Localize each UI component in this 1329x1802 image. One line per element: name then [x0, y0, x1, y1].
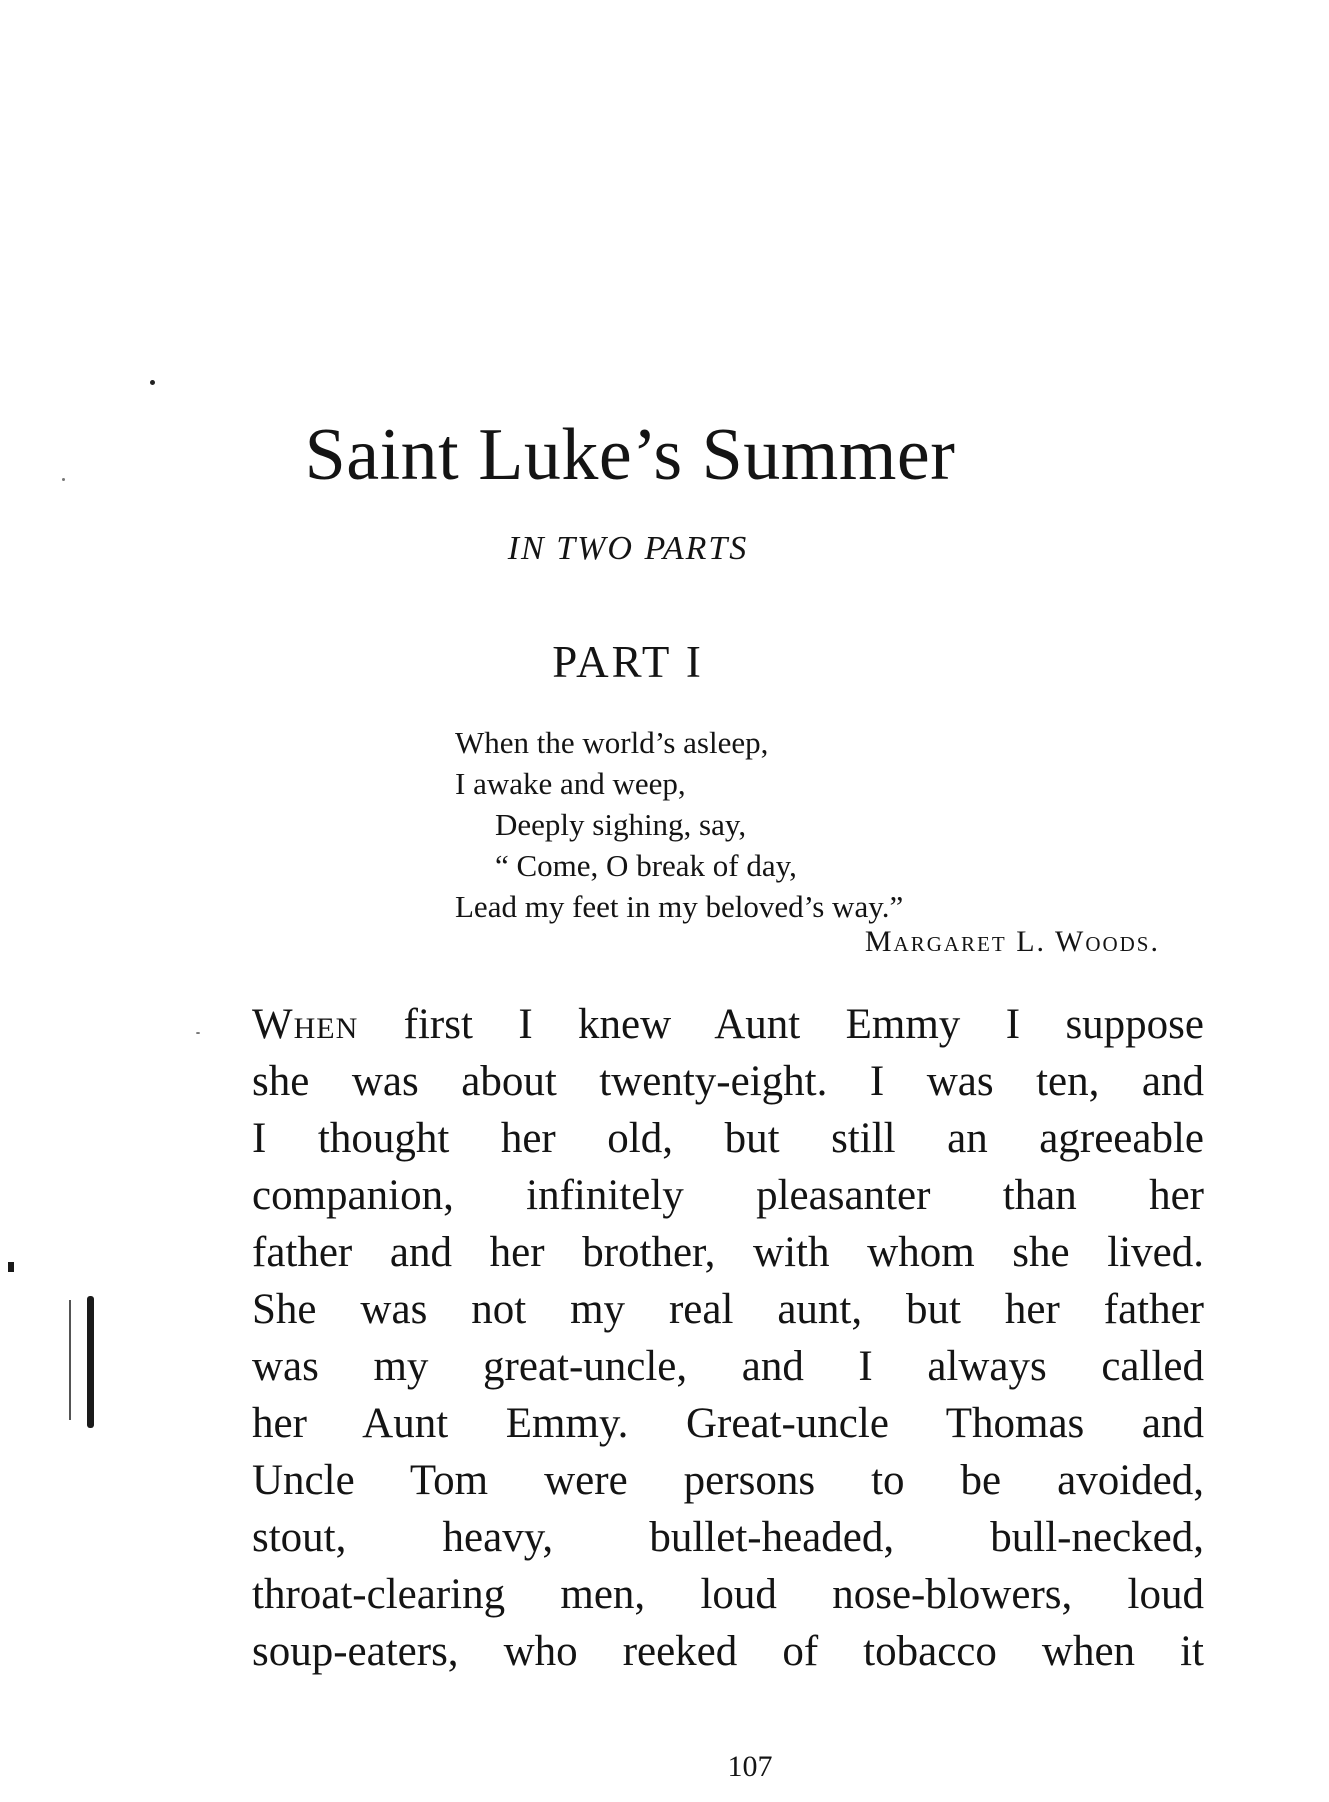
part-heading: PART I [552, 637, 704, 687]
body-line: father and her brother, with whom she lived. [252, 1229, 1204, 1276]
epigraph-line: “ Come, O break of day, [495, 848, 797, 883]
scan-mark [8, 1262, 14, 1272]
epigraph-line: Deeply sighing, say, [495, 807, 747, 842]
body-line: she was about twenty-eight. I was ten, and [252, 1058, 1204, 1105]
subtitle: IN TWO PARTS [507, 530, 749, 567]
scan-speck [150, 380, 155, 385]
body-line: I thought her old, but still an agreeable [252, 1115, 1204, 1162]
body-line: was my great-uncle, and I always called [252, 1343, 1204, 1390]
epigraph-line: Lead my feet in my beloved’s way.” [455, 889, 904, 924]
binding-shadow-mark [69, 1300, 71, 1420]
drop-word: When [252, 1001, 359, 1048]
body-line: She was not my real aunt, but her father [252, 1286, 1204, 1333]
epigraph-line: When the world’s asleep, [455, 725, 769, 760]
epigraph-line: I awake and weep, [455, 766, 686, 801]
page-title: Saint Luke’s Summer [304, 414, 956, 496]
scan-speck [196, 1032, 200, 1034]
body-line: companion, infinitely pleasanter than her [252, 1172, 1204, 1219]
body-line-text: first I knew Aunt Emmy I suppose [358, 1001, 1204, 1048]
page-number: 107 [727, 1750, 773, 1783]
body-line: stout, heavy, bullet-headed, bull-necked, [252, 1514, 1204, 1561]
body-line: throat-clearing men, loud nose-blowers, loud [252, 1571, 1204, 1618]
body-line: Uncle Tom were persons to be avoided, [252, 1457, 1204, 1504]
epigraph [455, 722, 1175, 927]
body-line: her Aunt Emmy. Great-uncle Thomas and [252, 1400, 1204, 1447]
body-line [252, 996, 1204, 1053]
body-text [252, 996, 1204, 1680]
binding-shadow-mark [87, 1296, 94, 1428]
body-line: soup-eaters, who reeked of tobacco when it [252, 1628, 1204, 1675]
epigraph-attribution: Margaret L. Woods. [864, 925, 1160, 958]
